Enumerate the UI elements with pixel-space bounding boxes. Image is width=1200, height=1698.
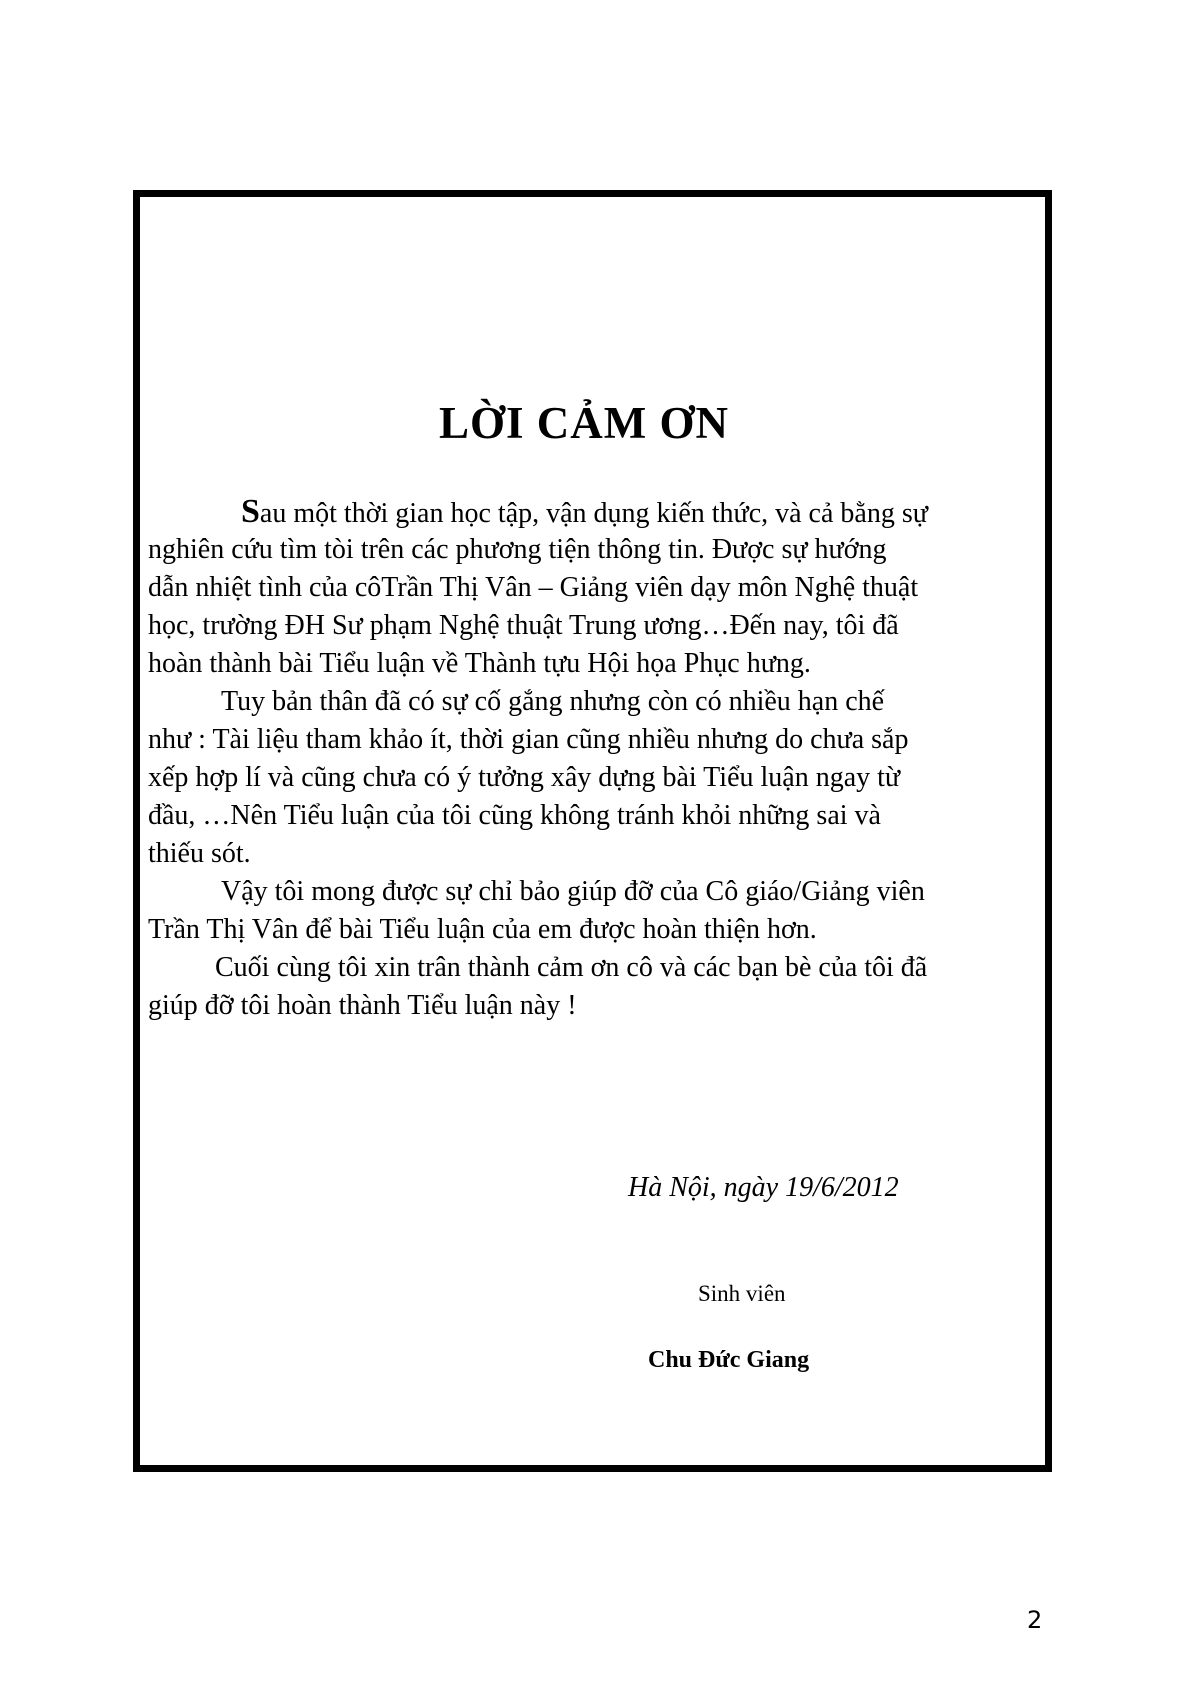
paragraph-4 — [148, 949, 1043, 1025]
paragraph-3 — [148, 873, 1043, 949]
paragraph-1-line: học, trường ĐH Sư phạm Nghệ thuật Trung ương…Đến nay, tôi đã — [148, 610, 899, 641]
paragraph-3-line: Vậy tôi mong được sự chỉ bảo giúp đỡ của Cô giáo/Giảng viên — [221, 876, 925, 907]
paragraph-4-line: Cuối cùng tôi xin trân thành cảm ơn cô và các bạn bè của tôi đã — [215, 952, 928, 983]
document-title: LỜI CẢM ƠN — [439, 398, 729, 448]
paragraph-1-line: dẫn nhiệt tình của côTrần Thị Vân – Giảng viên dạy môn Nghệ thuật — [148, 572, 919, 603]
paragraph-1-line — [148, 493, 1043, 531]
paragraph-1-line: nghiên cứu tìm tòi trên các phương tiện thông tin. Được sự hướng — [148, 534, 887, 565]
paragraph-3-line: Trần Thị Vân để bài Tiểu luận của em được hoàn thiện hơn. — [148, 914, 817, 945]
document-body — [148, 493, 1043, 1025]
paragraph-1-line: hoàn thành bài Tiểu luận về Thành tựu Hội họa Phục hưng. — [148, 648, 811, 679]
text-run: au một thời gian học tập, vận dụng kiến thức, và cả bằng sự — [259, 498, 928, 529]
paragraph-2-line: như : Tài liệu tham khảo ít, thời gian cũng nhiều nhưng do chưa sắp — [148, 724, 909, 755]
signer-role: Sinh viên — [698, 1281, 786, 1306]
paragraph-2-line: Tuy bản thân đã có sự cố gắng nhưng còn có nhiều hạn chế — [221, 686, 885, 717]
paragraph-2 — [148, 683, 1043, 873]
signer-name: Chu Đức Giang — [648, 1347, 810, 1373]
paragraph-1 — [148, 493, 1043, 683]
date-line: Hà Nội, ngày 19/6/2012 — [628, 1172, 899, 1203]
paragraph-2-line: xếp hợp lí và cũng chưa có ý tưởng xây dựng bài Tiểu luận ngay từ — [148, 762, 901, 793]
paragraph-2-line: đầu, …Nên Tiểu luận của tôi cũng không tránh khỏi những sai và — [148, 800, 881, 831]
paragraph-2-line: thiếu sót. — [148, 838, 251, 869]
paragraph-4-line: giúp đỡ tôi hoàn thành Tiểu luận này ! — [148, 990, 577, 1021]
page-number: 2 — [1027, 1606, 1043, 1634]
drop-letter: S — [241, 493, 260, 530]
